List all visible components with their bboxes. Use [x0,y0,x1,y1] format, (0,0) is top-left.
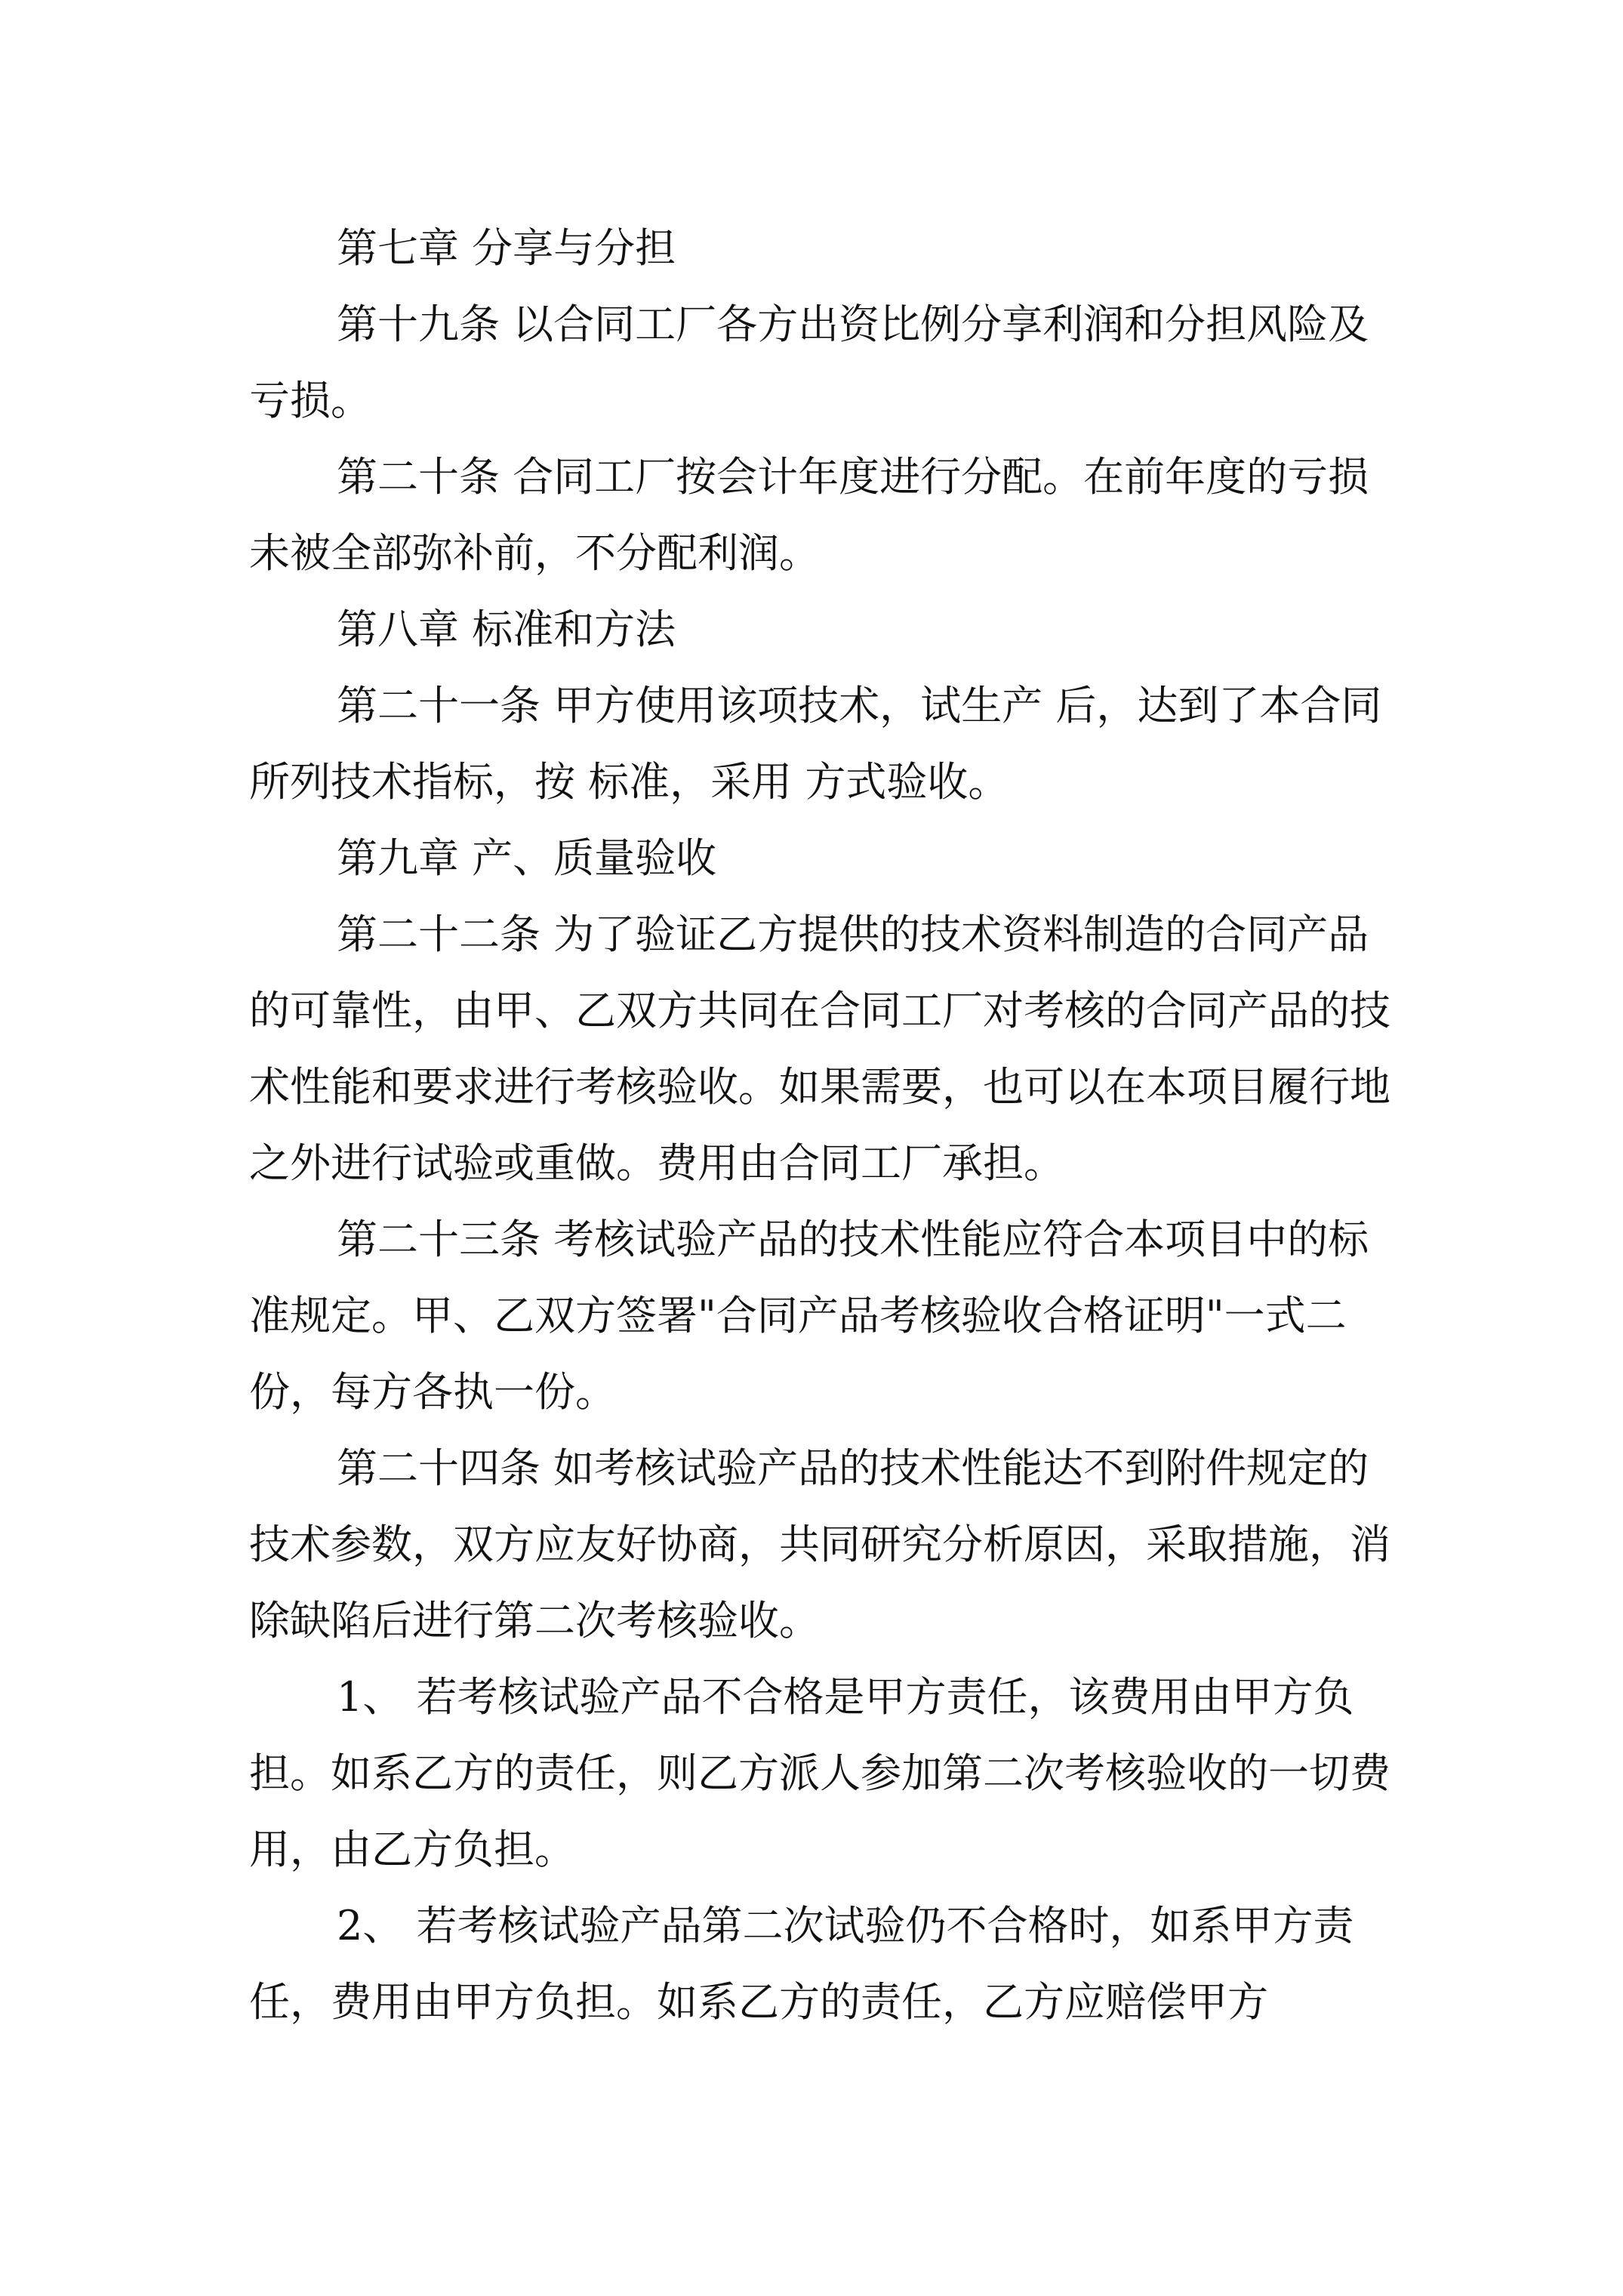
article-20: 第二十条 合同工厂按会计年度进行分配。在前年度的亏损未被全部弥补前，不分配利润。 [249,453,1369,577]
document-body [249,210,1397,2040]
clause-2: 2、 若考核试验产品第二次试验仍不合格时，如系甲方责任，费用由甲方负担。如系乙方的责任，乙方应赔偿甲方 [249,1902,1354,2026]
chapter-7-heading: 第七章 分享与分担 [337,224,676,272]
article-22: 第二十二条 为了验证乙方提供的技术资料制造的合同产品的可靠性，由甲、乙双方共同在合同工厂对考核的合同产品的技术性能和要求进行考核验收。如果需要，也可以在本项目履行地之外进行试验或重做。费用由合同工厂承担。 [249,911,1390,1187]
article-24: 第二十四条 如考核试验产品的技术性能达不到附件规定的技术参数，双方应友好协商，共同研究分析原因，采取措施，消除缺陷后进行第二次考核验收。 [249,1444,1390,1644]
article-23: 第二十三条 考核试验产品的技术性能应符合本项目中的标准规定。甲、乙双方签署"合同产品考核验收合格证明"一式二份，每方各执一份。 [249,1216,1369,1416]
chapter-8-heading: 第八章 标准和方法 [337,606,676,653]
article-21: 第二十一条 甲方使用该项技术，试生产 后，达到了本合同所列技术指标，按 标准，采用 方式验收。 [249,682,1382,806]
chapter-9-heading: 第九章 产、质量验收 [337,834,717,882]
article-19: 第十九条 以合同工厂各方出资比例分享利润和分担风险及亏损。 [249,300,1369,424]
clause-1: 1、 若考核试验产品不合格是甲方责任，该费用由甲方负担。如系乙方的责任，则乙方派人参加第二次考核验收的一切费用，由乙方负担。 [249,1673,1390,1873]
